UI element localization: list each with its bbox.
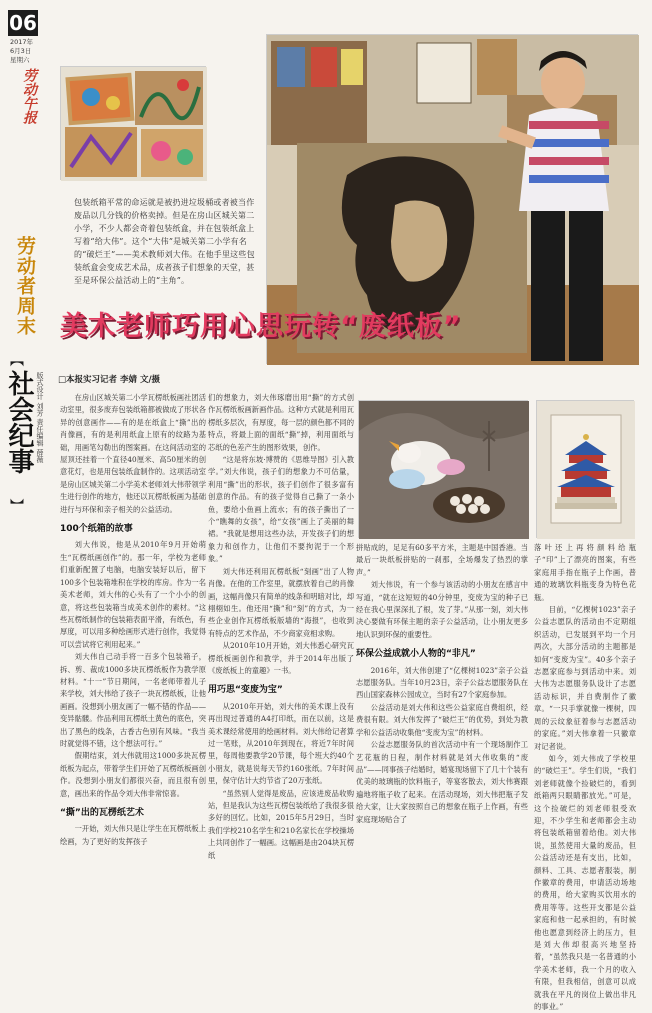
paragraph: 在房山区城关第二小学瓦楞纸板画社团活动室里，很多废弃包装纸箱都被做成了形状各异的创意画作——有的是在纸盒上“撕”出的肖像画，有的是利用纸盒上原有的纹路为基础，用画笔勾勒出的图案画。在这间活动室的屋顶还挂着一个直径40厘米、高50厘米的创意花灯，也是用包装纸盒制作的。这项活动室是房山区城关第二小学美术老师刘大伟带领学生进行创作的地方，他还以瓦楞纸板画为基础进行与环保和亲子相关的公益活动。 [60, 393, 206, 514]
temple-illustration [537, 401, 635, 539]
artwork-illustration [61, 67, 207, 181]
photo-children-artwork [60, 66, 206, 180]
paragraph: 公益活动是刘大伟和这些公益家庭自费组织，经费很有限。刘大伟发挥了“破烂王”的优势，到处为教学和公益活动收集他“变废为宝”的材料。 [356, 702, 528, 737]
date-weekday: 星期六 [10, 56, 30, 64]
article-headline: 美术老师巧用心思玩转“废纸板” [60, 311, 462, 342]
article-column-1 [60, 392, 206, 848]
article-column-2 [208, 392, 354, 862]
section-title-black: 社会纪事 [4, 370, 34, 474]
lead-caption: 包装纸箱平常的命运就是被扔进垃圾桶或者被当作废品以几分钱的价格卖掉。但是在房山区城关第二小学，不少人都会奇着包装纸盒，并在包装纸盒上写着“给大伟”。这个“大伟”是城关第二小学有名的“破烂王”——美术教师刘大伟。在他手里这些包装纸盒会变成艺术品，成者孩子们想象的天堂，甚至是环保公益活动上的“主角”。 [74, 198, 255, 285]
subheading: “撕”出的瓦楞纸艺术 [60, 808, 144, 818]
paragraph: 刘大伟说，有一个参与该活动的小朋友在感言中写道，“就在这短短的40分钟里，变废为宝的种子已经在我心里深深扎了根，发了芽。”从那一刻，刘大伟决心要做有环保主题的亲子公益活动，让小朋友更多地认识到环保的重要性。 [356, 580, 528, 639]
paragraph: 一开始，刘大伟只是让学生在瓦楞纸板上绘画，为了更好的发挥孩子 [60, 824, 206, 846]
article-column-4 [534, 542, 636, 1013]
byline: □本报实习记者 李婧 文/摄 [58, 375, 161, 385]
paragraph: 2016年，刘大伟创建了“亿棵树1023”亲子公益志愿服务队。当年10月23日，亲子公益志愿服务队在西山国家森林公园成立，当时有27个家庭参加。 [356, 665, 528, 700]
bracket-bottom-icon: ︼ [10, 499, 24, 515]
bracket-top-icon: ︻ [10, 353, 24, 369]
paragraph: 拼贴成的，足足有60多平方米，主题是中国香港。当最后一块纸板拼贴的一刹那，全场爆发了热烈的掌声。” [356, 543, 528, 577]
paragraph: “虽然别人觉得是废品，应该进废品收购站，但是我认为这些瓦楞包装纸给了我很多很多好的回忆。比如，2015年5月29日，当时我们学校210名学生和210名家长在学校操场上共同创作了一幅画。这幅画是由204块瓦楞纸 [208, 788, 354, 860]
editors-credit: 版式设计 刘芳 责任编辑 薛薇 [36, 372, 44, 463]
page-number: 06 [9, 11, 37, 35]
date-year: 2017年 [10, 38, 34, 46]
date-day: 6月3日 [10, 47, 32, 55]
paragraph: 假期结束，刘大伟就用这1000多块瓦楞纸板为起点，带着学生们开始了瓦楞纸板画创作。没想到小朋友们都很兴奋，而且很有创意，画出来的作品令刘大伟非常惊喜。 [60, 751, 206, 798]
paragraph: 如今，刘大伟成了学校里的“破烂王”。学生们说，“我们刘老师就像个捡破烂的，看到纸箱两只眼睛都放光。”可是，这个捡破烂的刘老师很受欢迎，不少学生和老师都会主动将包装纸箱留着给他。刘大伟说，虽然使用大量的废品，但公益活动还是有支出，比如，颜料、工具、志愿者服装，制作徽章的费用，申请活动场地的费用，给大家购买饮用水的费用等等。这些开支都是公益家庭和他一起承担的，有时候他也愿意到经济上的压力，但是刘大伟却很高兴地坚持着，“虽然我只是一名普通的小学美术老师，我一个月的收入有限，但我相信，创意可以成就我在平凡的岗位上做出非凡的事业。” [534, 753, 636, 1012]
issue-date [10, 38, 40, 65]
paragraph: 从2010年10月开始，刘大伟悉心研究瓦楞纸板画创作和教学，并于2014年出版了《废纸板上的童趣》一书。 [208, 641, 354, 675]
section-title-red: 劳动者周末 [14, 236, 36, 336]
paragraph: 落叶还上再将颜料给瓶子“印”上了漂亮的图案，有些家庭用手指在瓶子上作画，普通的玻璃饮料瓶变身为特色花瓶。 [534, 543, 636, 602]
masthead-rail [0, 0, 44, 938]
paragraph: 们的想象力，刘大伟琢磨出用“撕”的方式创作瓦楞纸板画新画作品。这种方式就是利用瓦楞纸多层次，有厚度，每一层的颜色都不同的特点，将最上面的面纸“撕”掉，利用面纸与芯纸的色差产生的图形效果，创作。 [208, 393, 354, 452]
photo-bird-collage [358, 400, 528, 538]
newspaper-logo: 劳动午报 [21, 68, 37, 124]
paragraph: “这是将东坡·博赞的《思维导图》引入教学。”刘大伟说，孩子们的想象力不可估量，利用“撕”出的形状，孩子们创作了很多富有创意的作品。有的孩子觉得自己撕了一条小鱼，要给小鱼画上流水；有的孩子撕出了一个“瞧舞的女孩”，给“女孩”画上了美丽的舞裙。“我就是想用这些办法，开发孩子们的想象力和创作力，让他们不要拘泥于一个形象。” [208, 455, 354, 564]
paragraph: 目前，“亿棵树1023”亲子公益志愿队的活动由不定期组织活动，已发展到平均一个月两次，大部分活动的主题都是如何“变废为宝”。40多个亲子志愿家庭参与到活动中来。刘大伟为志愿服务队设计了志愿活动标识，并自费制作了徽章。“一只手掌就像一棵树，四周的云纹象征着参与志愿活动的家庭。”刘大伟拿着一只徽章对记者说。 [534, 605, 636, 751]
paragraph: 刘大伟还利用瓦楞纸板“刻画”出了人物肖像。在他的工作室里，就摆放着自己的肖像画，这幅肖像只有简单的线条和明暗对比，却栩栩如生。他还用“撕”和“刻”的方式，为一些企业创作瓦楞纸板版墙的“海报”，也收到有特点的艺术作品，不少商家竞相求购。 [208, 566, 354, 638]
article-column-3 [356, 542, 528, 826]
bird-illustration [359, 401, 529, 539]
paragraph: 刘大伟说，他是从2010年9月开始萌生“瓦楞纸画创作”的。那一年，学校为老师们重新配置了电脑，电脑安装好以后，留下100多个包装箱堆积在学校的库房。作为一名美术老师，刘大伟的心头有了一个小小的创意，将这些包装箱当成美术创作的素材。“这些瓦楞纸制作的包装箱表面平滑，有纸色，有厚度，可以用多种绘画形式进行创作，我觉得可以尝试将它利用起来。” [60, 540, 206, 649]
subheading: 100个纸箱的故事 [60, 524, 133, 535]
photo-temple-collage [536, 400, 634, 538]
subheading: 环保公益成就小人物的“非凡” [356, 649, 476, 660]
subheading: 用巧思“变废为宝” [208, 685, 283, 696]
paragraph: 从2010年开始，刘大伟的美术课上没有再出现过普通的A4打印纸，而在以前，这是美术课经常使用的绘画材料。刘大伟给记者算过一笔账，从2010年到现在，将近7年时间里，每周他要教学20节课，每个班大约40个小朋友，就是说每天节约160张纸。7年时间里，保守估计大约节省了20万张纸。 [208, 701, 354, 786]
paragraph: 公益志愿服务队的首次活动中有一个现场制作工艺花瓶的日程，制作材料就是刘大伟收集的“废品”——同事孩子结婚时，婚宴现场留下了几十个装有优美的玻璃瓶的饮料瓶子，等宴客散去，刘大伟赛跟遍地将瓶子收了起来。在活动现场，刘大伟把瓶子发给大家，让大家按照自己的想象在瓶子上作画，有些家庭现场贴合了 [356, 740, 528, 824]
paragraph: 刘大伟自己动手将一百多个包装箱子，拆、剪、裁成1000多块瓦楞纸板作为教学原材料。“十一”节日期间，一名老师带着儿子来学校，刘大伟给了孩子一块瓦楞纸板，让他画画。没想到小朋友画了一幅不错的作品——变异骷髅。作品利用瓦楞纸土黄色的底色，突出了黑色的线条，古香古色别有风味。“我当时就觉得不错，这个想法可行。” [60, 652, 206, 748]
